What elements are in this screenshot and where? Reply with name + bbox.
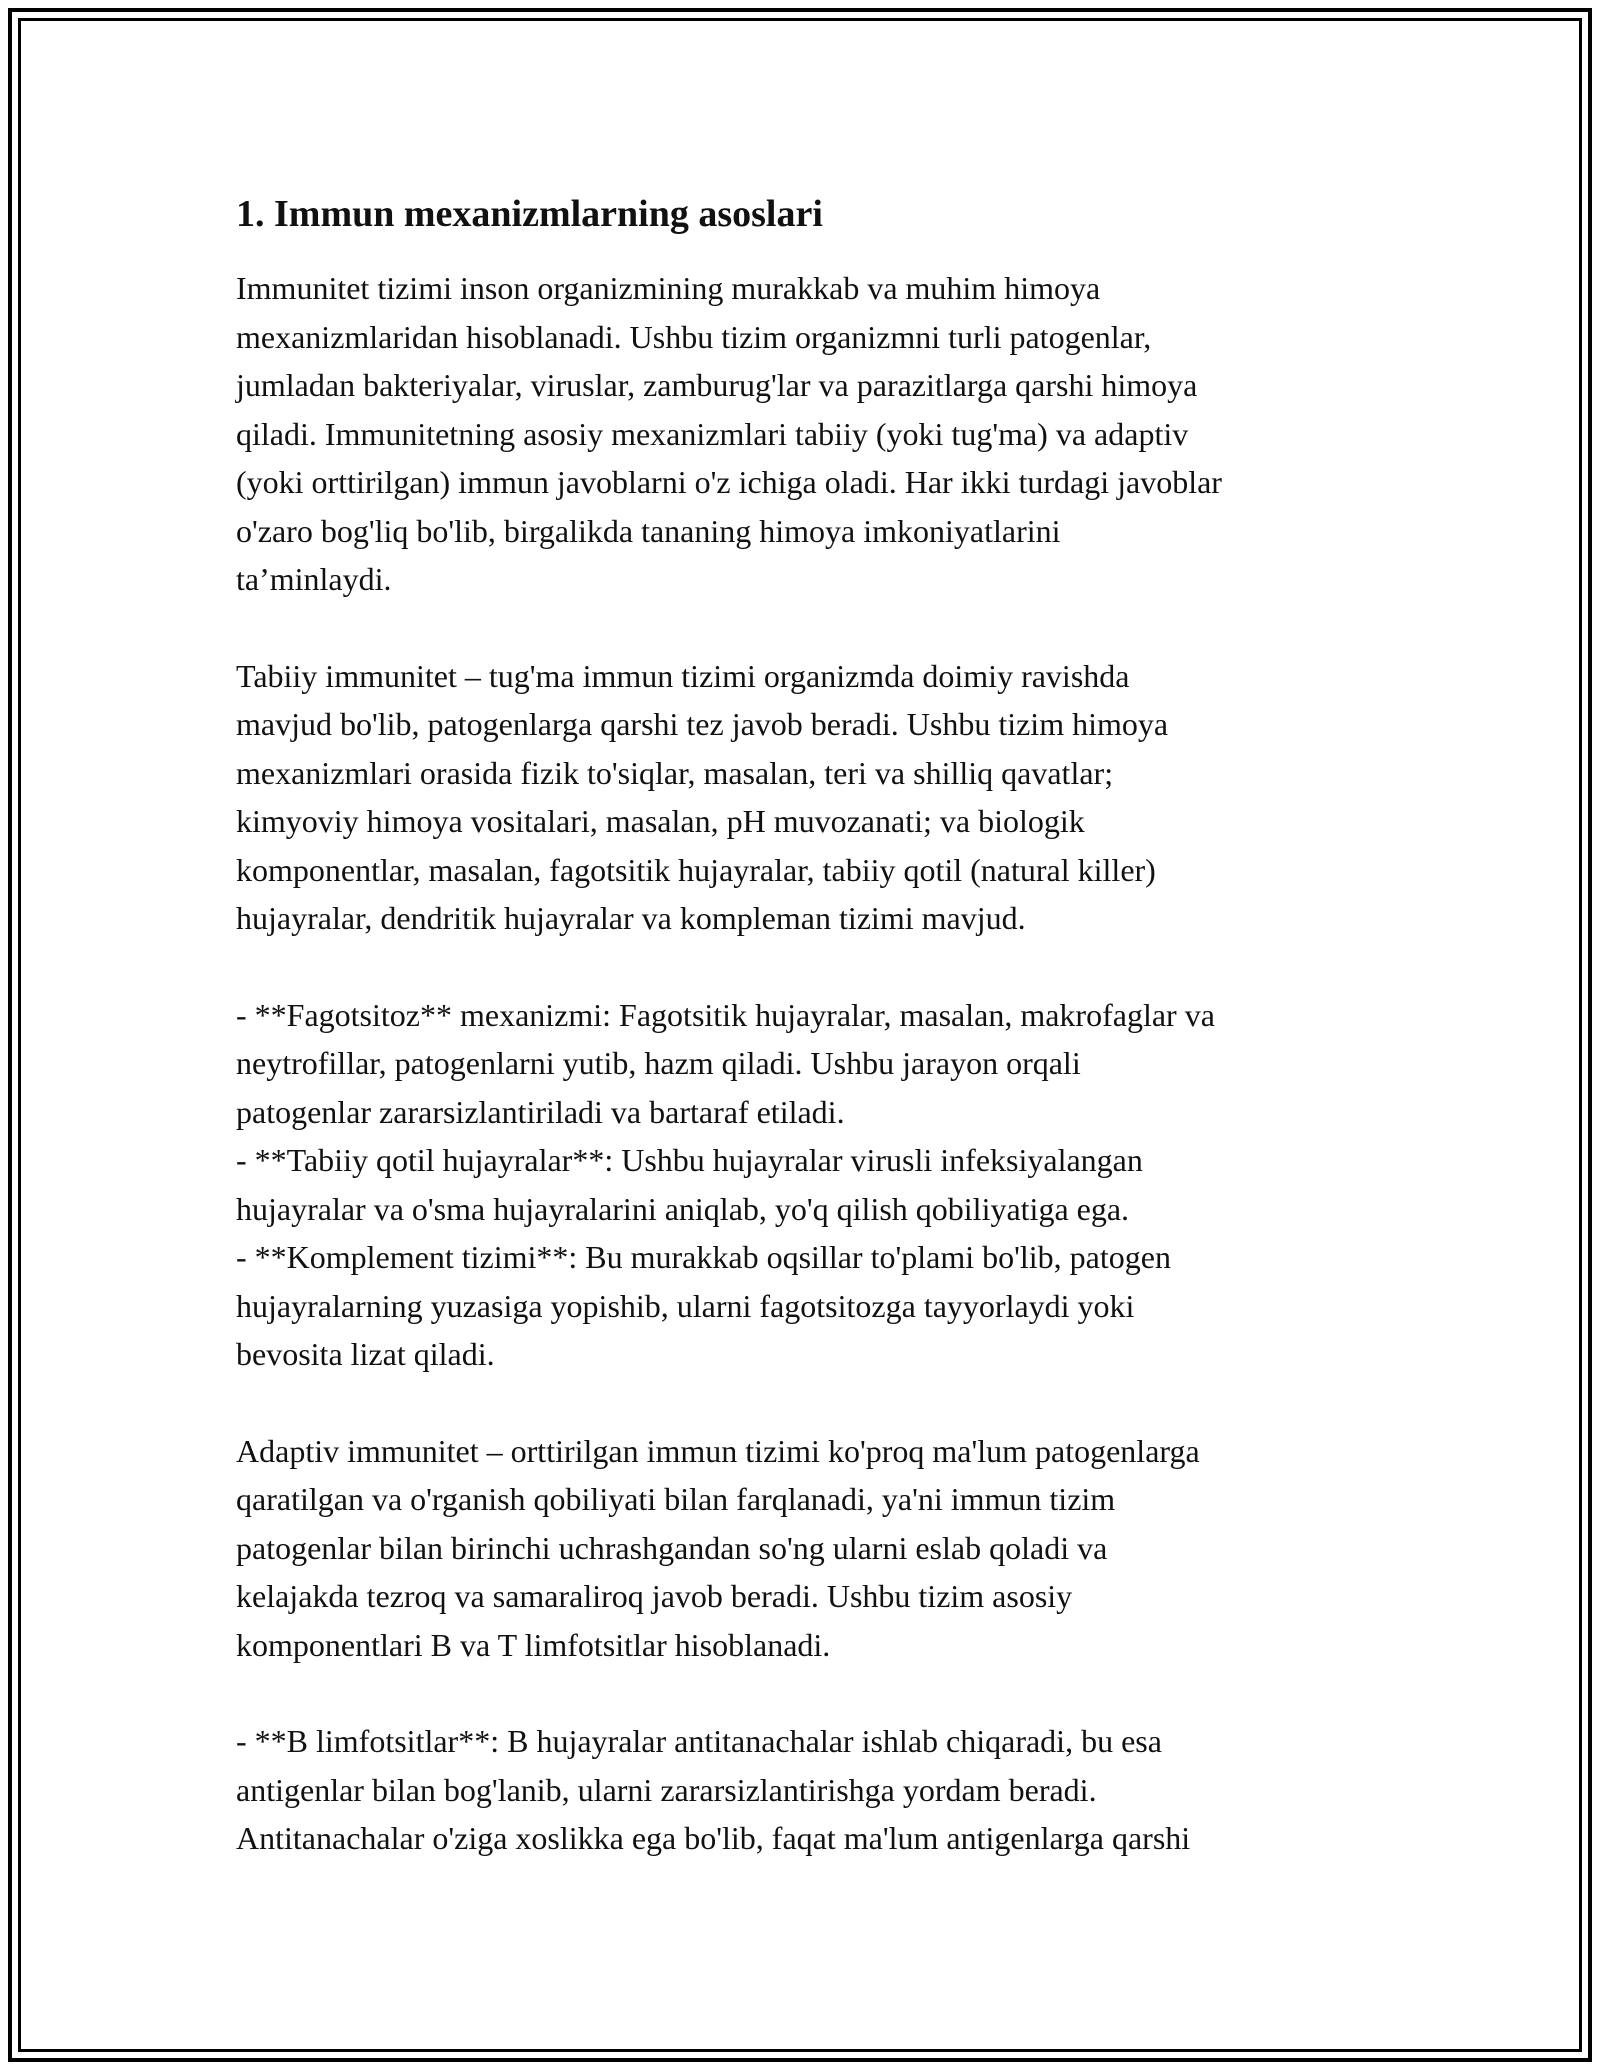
list-innate-mechanisms: - **Fagotsitoz** mexanizmi: Fagotsitik hujayralar, masalan, makrofaglar va neytrofillar, patogenlarni yutib, hazm qiladi. Ushbu jarayon orqali patogenlar zararsizlantiriladi va bartaraf etiladi. - **Tabiiy qotil hujayralar**: Ushbu hujayralar virusli infeksiyalangan hujayralar va o'sma hujayralarini aniqlab, yo'q qilish qobiliyatiga ega. - **Komplement tizimi**: Bu murakkab oqsillar to'plami bo'lib, patogen hujayralarning yuzasiga yopishib, ularni fagotsitozga tayyorlaydi yoki bevosita lizat qiladi.	[236, 996, 1215, 1372]
paragraph-adaptive-immunity: Adaptiv immunitet – orttirilgan immun tizimi ko'proq ma'lum patogenlarga qaratilgan va o'rganish qobiliyati bilan farqlanadi, ya'ni immun tizim patogenlar bilan birinchi uchrashgandan so'ng ularni eslab qoladi va kelajakda tezroq va samaraliroq javob beradi. Ushbu tizim asosiy komponentlari B va T limfotsitlar hisoblanadi.	[236, 1432, 1200, 1663]
paragraph-innate-immunity: Tabiiy immunitet – tug'ma immun tizimi organizmda doimiy ravishda mavjud bo'lib, patogenlarga qarshi tez javob beradi. Ushbu tizim himoya mexanizmlari orasida fizik to'siqlar, masalan, teri va shilliq qavatlar; kimyoviy himoya vositalari, masalan, pH muvozanati; va biologik komponentlar, masalan, fagotsitik hujayralar, tabiiy qotil (natural killer) hujayralar, dendritik hujayralar va kompleman tizimi mavjud.	[236, 657, 1169, 936]
document-body	[236, 186, 1376, 1911]
section-heading: 1. Immun mexanizmlarning asoslari	[236, 193, 823, 235]
list-adaptive-components: - **B limfotsitlar**: B hujayralar antitanachalar ishlab chiqaradi, bu esa antigenlar bilan bog'lanib, ularni zararsizlantirishga yordam beradi. Antitanachalar o'ziga xoslikka ega bo'lib, faqat ma'lum antigenlarga qarshi	[236, 1723, 1191, 1856]
paragraph-intro: Immunitet tizimi inson organizmining murakkab va muhim himoya mexanizmlaridan hisoblanadi. Ushbu tizim organizmni turli patogenlar, jumladan bakteriyalar, viruslar, zamburug'lar va parazitlarga qarshi himoya qiladi. Immunitetning asosiy mexanizmlari tabiiy (yoki tug'ma) va adaptiv (yoki orttirilgan) immun javoblarni o'z ichiga oladi. Har ikki turdagi javoblar o'zaro bog'liq bo'lib, birgalikda tananing himoya imkoniyatlarini ta’minlaydi.	[236, 270, 1222, 597]
